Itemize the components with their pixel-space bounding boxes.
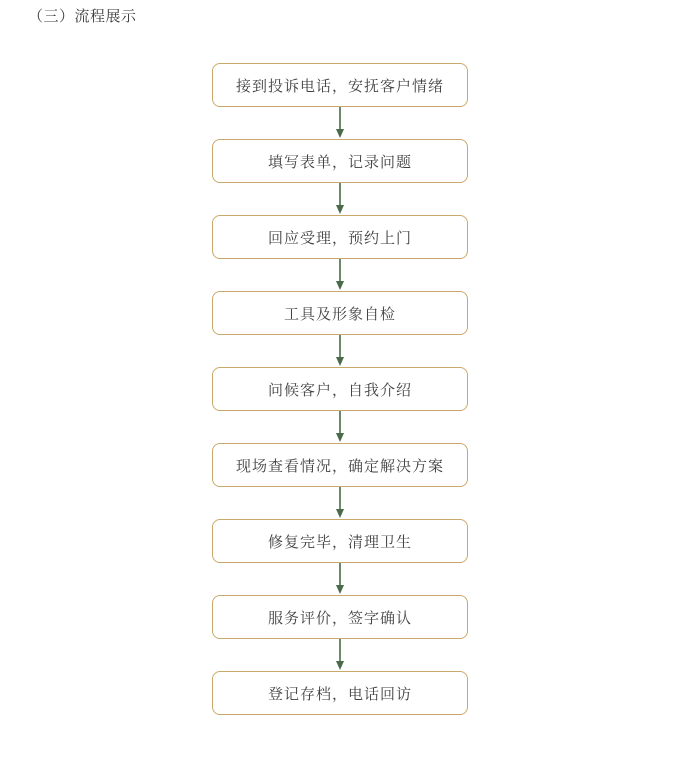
flow-node-7 (212, 519, 468, 563)
flow-node-label: 现场查看情况，确定解决方案 (235, 457, 444, 475)
flow-node-5 (212, 367, 468, 411)
flow-node-label: 问候客户，自我介绍 (267, 381, 412, 399)
flow-node-label: 登记存档，电话回访 (267, 685, 412, 703)
flow-node-label: 接到投诉电话，安抚客户情绪 (235, 77, 444, 95)
flow-node-3 (212, 215, 468, 259)
arrow-down-icon (333, 335, 347, 367)
flow-node-4 (212, 291, 468, 335)
flow-node-6 (212, 443, 468, 487)
arrow-down-icon (333, 259, 347, 291)
arrow-down-icon (333, 639, 347, 671)
arrow-down-icon (333, 411, 347, 443)
flow-node-8 (212, 595, 468, 639)
page-title: （三）流程展示 (28, 8, 137, 25)
flow-node-label: 服务评价，签字确认 (267, 609, 412, 627)
flowchart (0, 63, 680, 715)
arrow-down-icon (333, 183, 347, 215)
flow-node-label: 回应受理，预约上门 (267, 229, 412, 247)
arrow-down-icon (333, 107, 347, 139)
flow-node-1 (212, 63, 468, 107)
flow-node-2 (212, 139, 468, 183)
flow-node-label: 填写表单，记录问题 (267, 153, 412, 171)
arrow-down-icon (333, 487, 347, 519)
flow-node-label: 工具及形象自检 (283, 305, 396, 323)
flow-node-label: 修复完毕，清理卫生 (267, 533, 412, 551)
flow-node-9 (212, 671, 468, 715)
arrow-down-icon (333, 563, 347, 595)
